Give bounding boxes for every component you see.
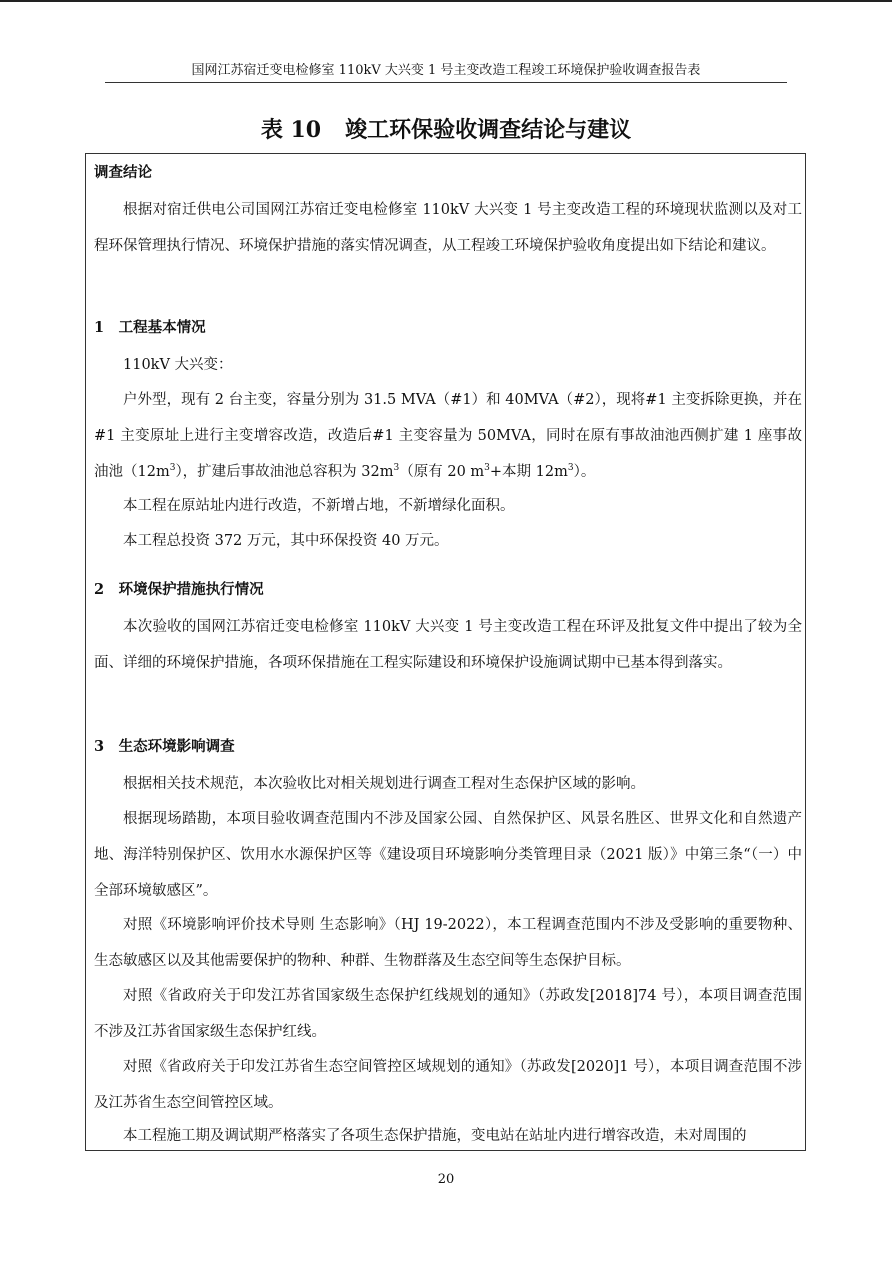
- top-border-line: [0, 0, 892, 2]
- ecology-paragraph-5: 对照《省政府关于印发江苏省生态空间管控区域规划的通知》（苏政发[2020]1 号），本项目调查范围不涉及江苏省生态空间管控区域。: [94, 1059, 802, 1111]
- section-label: 调查结论: [94, 164, 152, 181]
- land-use-paragraph: 本工程在原站址内进行改造，不新增占地，不新增绿化面积。: [123, 498, 515, 514]
- desc-text-a: 户外型，现有 2 台主变，容量分别为 31.5 MVA（#1）和 40MVA（#2），现将#1 主变拆除更换，并在#1 主变原址上进行主变增容改造，改造后#1 主变容量为 50MVA，同时在原有事故油池西侧扩建 1 座事故油池（12m: [94, 392, 802, 480]
- ecology-paragraph-2: 根据现场踏勘，本项目验收调查范围内不涉及国家公园、自然保护区、风景名胜区、世界文化和自然遗产地、海洋特别保护区、饮用水水源保护区等《建设项目环境影响分类管理目录（2021 版）》中第三条“（一）中全部环境敏感区”。: [94, 811, 802, 899]
- header-rule: [105, 82, 787, 83]
- project-description-paragraph: [94, 382, 802, 490]
- ecology-paragraph-4: 对照《省政府关于印发江苏省国家级生态保护红线规划的通知》（苏政发[2018]74 号），本项目调查范围不涉及江苏省国家级生态保护红线。: [94, 988, 802, 1040]
- superscript-3: 3: [169, 463, 176, 474]
- page-number: 20: [437, 1172, 455, 1187]
- superscript-3: 3: [393, 463, 400, 474]
- desc-text-b: ），扩建后事故油池总容积为 32m: [175, 464, 394, 480]
- intro-paragraph: 根据对宿迁供电公司国网江苏宿迁变电检修室 110kV 大兴变 1 号主变改造工程的环境现状监测以及对工程环保管理执行情况、环境保护措施的落实情况调查，从工程竣工环境保护验收角度提出如下结论和建议。: [94, 202, 802, 254]
- investment-paragraph: 本工程总投资 372 万元，其中环保投资 40 万元。: [123, 533, 449, 549]
- table-number: 表 10: [260, 117, 322, 143]
- section-3-heading: 3 生态环境影响调查: [94, 738, 235, 755]
- measures-paragraph: 本次验收的国网江苏宿迁变电检修室 110kV 大兴变 1 号主变改造工程在环评及批复文件中提出了较为全面、详细的环境保护措施，各项环保措施在工程实际建设和环境保护设施调试期中已基本得到落实。: [94, 619, 802, 671]
- table-title: 竣工环保验收调查结论与建议: [345, 117, 632, 143]
- desc-text-d: +本期 12m: [489, 464, 568, 480]
- superscript-3: 3: [567, 463, 574, 474]
- section-2-heading: 2 环境保护措施执行情况: [94, 581, 264, 598]
- desc-text-c: （原有 20 m: [399, 464, 485, 480]
- desc-text-e: ）。: [573, 464, 596, 480]
- section-1-heading: 1 工程基本情况: [94, 319, 206, 336]
- running-header: 国网江苏宿迁变电检修室 110kV 大兴变 1 号主变改造工程竣工环境保护验收调查报告表: [191, 63, 701, 78]
- ecology-paragraph-6: 本工程施工期及调试期严格落实了各项生态保护措施，变电站在站址内进行增容改造，未对周围的: [123, 1128, 747, 1144]
- ecology-paragraph-3: 对照《环境影响评价技术导则 生态影响》（HJ 19-2022），本工程调查范围内不涉及受影响的重要物种、生态敏感区以及其他需要保护的物种、种群、生物群落及生态空间等生态保护目标。: [94, 917, 802, 969]
- superscript-3: 3: [484, 463, 490, 474]
- station-name: 110kV 大兴变：: [123, 357, 233, 373]
- ecology-paragraph-1: 根据相关技术规范，本次验收比对相关规划进行调查工程对生态保护区域的影响。: [123, 776, 645, 792]
- page-title: [0, 114, 892, 146]
